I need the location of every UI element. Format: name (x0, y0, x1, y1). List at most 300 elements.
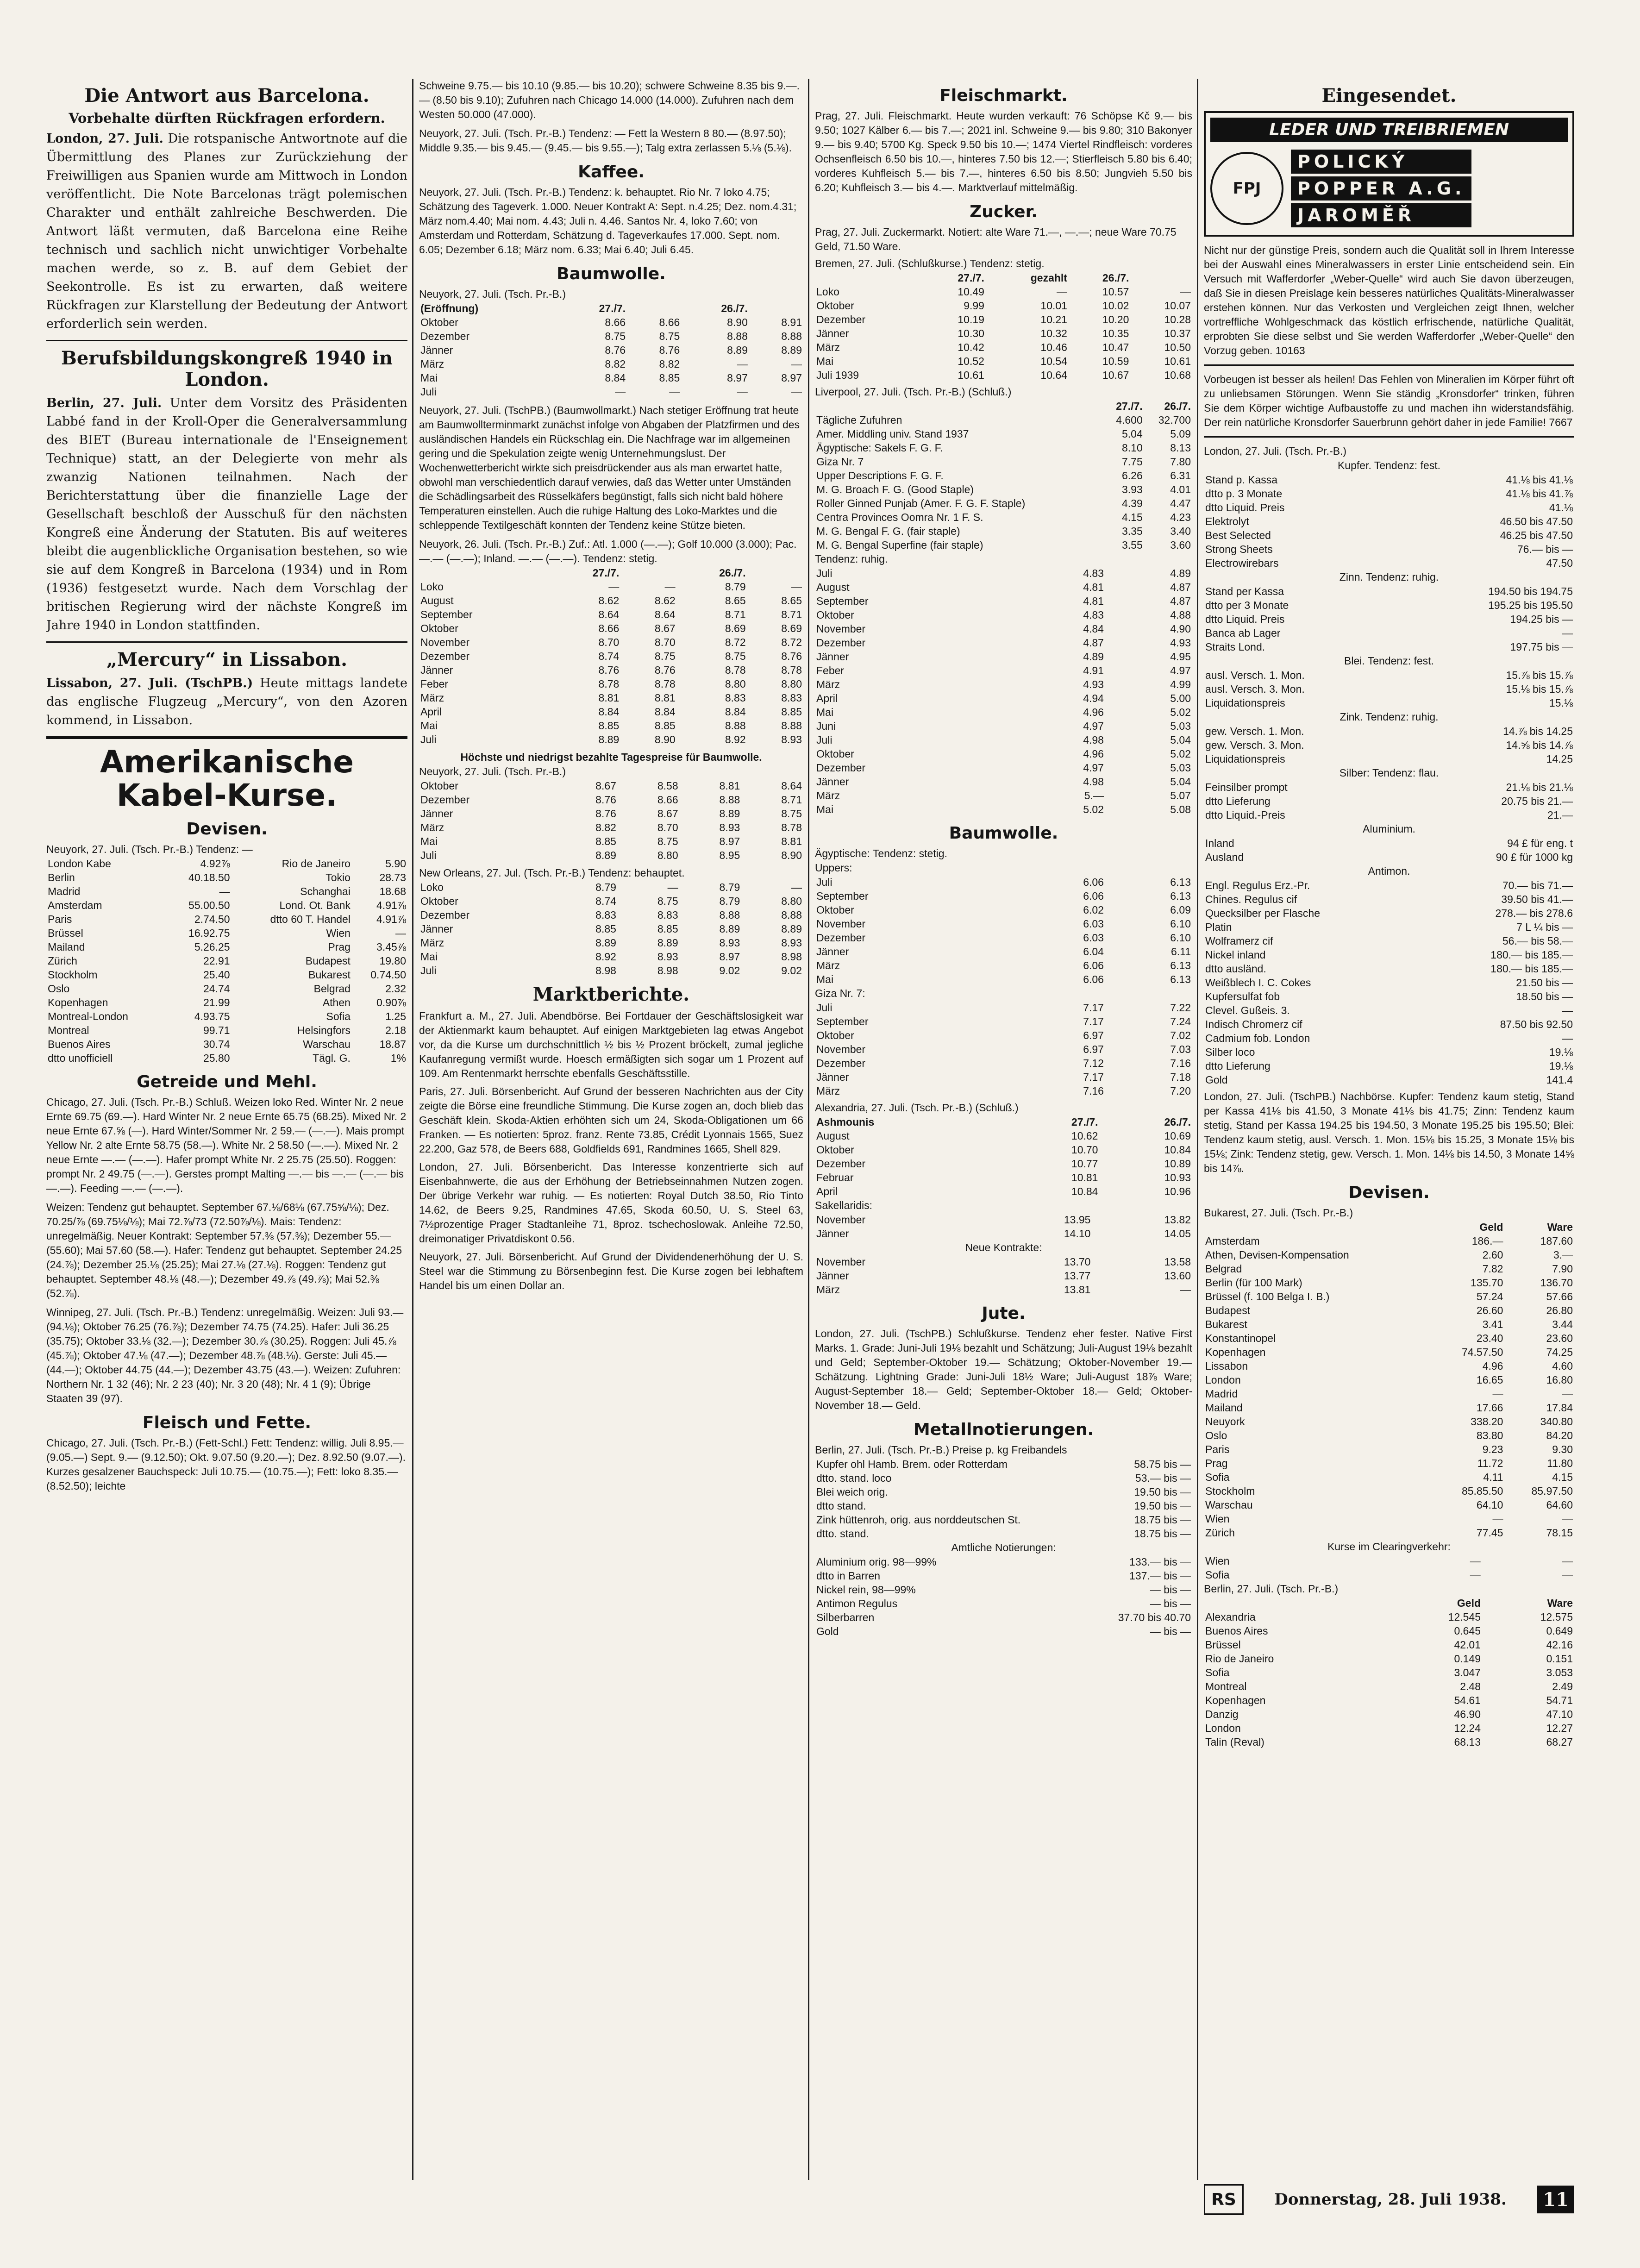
table-cell: Mai (816, 803, 834, 815)
table-row (815, 594, 1192, 608)
table-cell: — (737, 386, 748, 398)
ad-weber-quelle: Nicht nur der günstige Preis, sondern auch die Qualität soll in Ihrem Interesse bei der Auswahl eines Mineralwassers in erster Linie entscheidend sein. Ein Versuch mit Wafferdorfer „Weber-Quelle“ wird auch Sie davon überzeugen, daß Sie in diesen Preislage kein besseres natürliches Qualitäts-Mineralwasser erstehen können. Nur das Verkosten und Vergleichen zeigt Ihnen, welcher vortreffliche Wohlgeschmack das köstlich erfrischende, natürliche Qualität, erprobten Sie diese selbst und Sie werden Wafferdorfer „Weber-Quelle“ den Vorzug geben. 10163 (1204, 244, 1574, 357)
issue-date: Donnerstag, 28. Juli 1938. (1274, 2190, 1507, 2209)
table-cell: Liquidationspreis (1205, 697, 1285, 709)
table-row (1204, 640, 1574, 654)
table-cell: dtto Lieferung (1205, 795, 1271, 807)
table-row (1204, 780, 1574, 794)
table-cell: 47.50 (1546, 557, 1573, 569)
liverpool-months-table (815, 566, 1192, 816)
table-cell: dtto Liquid. Preis (1205, 501, 1285, 514)
article-text: Unter dem Vorsitz des Präsidenten Labbé fand in der Kroll-Oper die Generalversammlung des BIET (Bureau internationale de l'Enseignement Technique) statt, an der Delegierte von mehr als zwanzig Nationen teilnahmen. Nach der Berichterstattung über die finanzielle Lage der Gesellschaft beschloß der Ausschuß für den nächsten Kongreß eine Änderung der Statuten. Bis auf weiteres bleibt die augenblickliche Organisation bestehen, so wie sie auf dem Kongreß in Barcelona (1934) und in Rom (1936) festgesetzt wurde. Nach dem Vorschlag der britischen Regierung wird der nächste Kongreß im Jahre 1940 in London stattfinden. (46, 396, 407, 633)
section-title-marktberichte: Marktberichte. (532, 984, 690, 1005)
table-cell: Juli (816, 1002, 833, 1014)
table-cell: 16.92.75 (188, 927, 230, 939)
table-cell: 10.21 (1040, 313, 1067, 326)
table-cell: — (219, 885, 230, 897)
table-row (46, 857, 407, 871)
bremen-table (815, 271, 1192, 382)
table-header-row (1204, 1220, 1574, 1234)
table-cell: 5.09 (1170, 428, 1191, 440)
table-row (815, 1143, 1192, 1157)
table-header-cell: Ashmounis (816, 1116, 875, 1128)
table-cell: 8.66 (657, 794, 678, 806)
table-cell: Kopenhagen (1205, 1346, 1266, 1358)
article-subtitle-barcelona: Vorbehalte dürften Rückfragen erfordern. (69, 110, 385, 126)
table-cell: 8.83 (657, 909, 678, 921)
table-row (419, 357, 803, 371)
table-cell: Ausland (1205, 851, 1244, 863)
table-cell: Dezember (420, 794, 470, 806)
table-cell: 136.70 (1540, 1277, 1573, 1289)
ad-headline: LEDER UND TREIBRIEMEN (1210, 118, 1568, 142)
kaffee-text: Neuyork, 27. Juli. (Tsch. Pr.-B.) Tendenz: k. behauptet. Rio Nr. 7 loko 4.75; Schätzung des Tageverk. 1.000. Neuer Kontrakt A: Sept. n.4.25; Dez. nom.4.31; März nom.4.40; Mai nom. 4.43; Juli n. 4.46. Santos Nr. 4, loko 7.60; von Amsterdam und Rotterdam, Schätzung d. Tageverkaufes 17.000. Sept. nom. 6.05; Dezember 6.18; März nom. 6.33; Mai 6.40; Juli 6.45. (419, 186, 797, 256)
table-cell: Konstantinopel (1205, 1332, 1276, 1344)
table-row (815, 677, 1192, 691)
table-cell: — bis — (1150, 1598, 1191, 1610)
table-cell: 3.44 (1552, 1318, 1573, 1330)
table-cell: ausl. Versch. 1. Mon. (1205, 669, 1305, 681)
table-cell: 8.66 (598, 622, 620, 634)
blei-label: Blei. Tendenz: fest. (1344, 655, 1434, 667)
table-cell: 3.40 (1170, 525, 1191, 537)
table-cell: 8.64 (781, 780, 802, 792)
table-row (815, 340, 1192, 354)
table-cell: 19.80 (379, 955, 406, 967)
table-cell: 10.07 (1164, 300, 1191, 312)
section-title-devisen-2: Devisen. (1348, 1183, 1430, 1202)
table-cell: 2.74.50 (194, 913, 230, 925)
table-cell: Dezember (816, 762, 866, 774)
table-cell: Madrid (1205, 1388, 1238, 1400)
table-cell: 7.17 (1083, 1071, 1104, 1083)
table-row (815, 903, 1192, 917)
table-cell: — (664, 581, 676, 593)
table-cell: Juli (420, 849, 437, 861)
table-cell: 8.76 (654, 664, 676, 676)
table-cell: 0.74.50 (370, 969, 406, 981)
page-number: 11 (1537, 2186, 1574, 2213)
silber-label: Silber: Tendenz: flau. (1339, 767, 1439, 779)
table-cell: — (737, 358, 748, 370)
table-row (46, 996, 407, 1009)
table-cell: 6.97 (1083, 1043, 1104, 1055)
table-cell: Centra Provinces Oomra Nr. 1 F. S. (816, 511, 983, 523)
table-cell: Februar (816, 1172, 854, 1184)
table-cell: 10.32 (1040, 327, 1067, 339)
aluminium-table (1204, 836, 1574, 864)
table-row (46, 968, 407, 982)
table-cell: — (1492, 1513, 1503, 1525)
table-cell: Mai (816, 973, 834, 985)
table-cell: Best Selected (1205, 529, 1271, 541)
table-row (1204, 598, 1574, 612)
table-cell: Lond. Ot. Bank (279, 899, 351, 911)
table-header-cell: 26./7. (1102, 272, 1129, 284)
table-header-cell: gezahlt (1030, 272, 1067, 284)
table-cell: 39.50 bis 41.— (1501, 893, 1573, 905)
table-cell: 8.76 (598, 664, 620, 676)
table-row (419, 343, 803, 357)
table-cell: Oktober (816, 748, 854, 760)
table-cell: Aluminium orig. 98—99% (816, 1556, 937, 1568)
table-cell: Juli (420, 965, 437, 977)
table-row (1204, 1345, 1574, 1359)
table-cell: Stand per Kassa (1205, 585, 1284, 597)
table-cell: 30.74 (203, 1038, 230, 1050)
table-cell: 8.78 (781, 821, 802, 833)
table-row (815, 747, 1192, 761)
table-cell: Wien (1205, 1555, 1230, 1567)
table-cell: Weißblech I. C. Cokes (1205, 977, 1311, 989)
table-cell: 10.64 (1040, 369, 1067, 381)
table-cell: 8.66 (659, 316, 680, 328)
table-header-cell: Geld (1479, 1221, 1503, 1233)
article-title-mercury: „Mercury“ in Lissabon. (106, 649, 348, 670)
table-row (815, 455, 1192, 469)
table-cell: 6.03 (1083, 918, 1104, 930)
table-row (1204, 1045, 1574, 1059)
table-cell: November (420, 636, 470, 648)
neuyork-report: Neuyork, 27. Juli. Börsenbericht. Auf Grund der Dividendenerhöhung der U. S. Steel war die Stimmung zu Börsenbeginn fest. Die Kurse zogen bei lebhaftem Handel bis um einen Dollar an. (419, 1251, 803, 1291)
table-row (815, 889, 1192, 903)
table-cell: 8.84 (598, 706, 620, 718)
table-cell: 4.600 (1116, 414, 1143, 426)
antimon-label: Antimon. (1368, 865, 1410, 877)
table-cell: Warschau (303, 1038, 351, 1050)
table-cell: — bis — (1150, 1584, 1191, 1596)
table-cell: Jänner (816, 651, 849, 663)
table-cell: 4.15 (1122, 511, 1143, 523)
table-cell: 8.75 (659, 330, 680, 342)
devisen-table (46, 857, 407, 1065)
table-cell: 53.— bis — (1135, 1472, 1191, 1484)
table-cell: — (1180, 286, 1191, 298)
table-row (815, 959, 1192, 972)
table-cell: Athen (322, 996, 351, 1009)
table-row (815, 691, 1192, 705)
table-row (815, 1283, 1192, 1297)
table-cell: 8.58 (657, 780, 678, 792)
section-title-baumwolle: Baumwolle. (557, 264, 666, 283)
table-cell: Jänner (816, 327, 849, 339)
table-cell: 7.20 (1170, 1085, 1191, 1097)
table-cell: Prag (328, 941, 351, 953)
table-cell: 42.16 (1546, 1639, 1573, 1651)
table-cell: 8.97 (719, 951, 740, 963)
liverpool-tendenz: Tendenz: ruhig. (815, 553, 888, 565)
table-cell: — (791, 358, 802, 370)
table-cell: 8.82 (659, 358, 680, 370)
table-cell: 8.93 (781, 733, 802, 746)
baumwolle-hoechst-table (419, 779, 803, 862)
divider (46, 736, 407, 739)
table-cell: 74.25 (1546, 1346, 1573, 1358)
table-row (46, 954, 407, 968)
table-cell: Oktober (420, 316, 458, 328)
table-cell: 8.84 (654, 706, 676, 718)
table-cell: — (615, 386, 626, 398)
table-cell: 8.88 (725, 720, 746, 732)
liverpool-table (815, 399, 1192, 552)
table-row (419, 908, 803, 922)
table-row (815, 789, 1192, 802)
table-cell: 40.18.50 (188, 871, 230, 883)
table-cell: 8.85 (657, 923, 678, 935)
table-row (815, 1597, 1192, 1610)
table-row (1204, 836, 1574, 850)
table-cell: Kupfer ohl Hamb. Brem. oder Rotterdam (816, 1458, 1008, 1470)
table-cell: 10.28 (1164, 313, 1191, 326)
table-cell: Stockholm (1205, 1485, 1255, 1497)
table-cell: 8.70 (598, 636, 620, 648)
table-row (419, 821, 803, 834)
table-row (815, 1084, 1192, 1098)
table-cell: Mai (816, 355, 834, 367)
table-cell: Berlin (48, 871, 75, 883)
table-cell: 4.90 (1170, 623, 1191, 635)
table-cell: 8.82 (605, 358, 626, 370)
table-cell: 8.64 (598, 608, 620, 620)
table-cell: 18.75 bis — (1134, 1514, 1191, 1526)
table-cell: dtto p. 3 Monate (1205, 488, 1283, 500)
table-row (1204, 1610, 1574, 1624)
table-cell: 37.70 bis 40.70 (1118, 1611, 1191, 1623)
table-cell: dtto. stand. loco (816, 1472, 892, 1484)
table-header-cell: 26./7. (719, 567, 746, 579)
fleisch-text: Chicago, 27. Juli. (Tsch. Pr.-B.) (Fett-Schl.) Fett: Tendenz: willig. Juli 8.95.— (9.05.—) Sept. 9.— (9.12.50); Okt. 9.07.50 (9.20.—); Dez. 8.92.50 (9.07.—). Kurzes gesalzener Bauchspeck: Juli 10.75.— (10.75.—); Fett: loko 8.35.— (8.52.50); leichte (46, 1437, 406, 1492)
table-cell: 8.88 (719, 909, 740, 921)
table-cell: 14.10 (1064, 1228, 1091, 1240)
table-cell: 25.80 (203, 1052, 230, 1064)
table-cell: 78.15 (1546, 1527, 1573, 1539)
table-row (815, 1457, 1192, 1471)
table-cell: 338.20 (1471, 1416, 1503, 1428)
table-cell: September (816, 595, 869, 607)
table-row (1204, 948, 1574, 962)
ad-body (1210, 147, 1568, 230)
table-cell: 15.⅞ bis 15.⅞ (1506, 669, 1573, 681)
table-row (419, 580, 803, 594)
getreide-weizen: Weizen: Tendenz gut behauptet. September 67.⅛/68⅛ (67.75⅝/⅛); Dez. 70.25/⅞ (69.75⅛/⅛); Mai 72.⅞/73 (72.50⅞/⅛). Mais: Tendenz: unregelmäßig. Neuer Kontrakt: September 57.⅜ (57.⅜); Dezember 55.— (55.60); Mai 57.60 (58.—). Hafer: Tendenz gut behauptet. September 24.25 (24.⅞); Dezember 25.⅛ (25.25); Mai 27.⅛ (27.⅛). Roggen: Tendenz gut behauptet. September 48.⅛ (48.—); Dezember 49.⅞ (49.⅞); Mai 52.⅜ (52.⅞). (46, 1201, 402, 1299)
table-header-cell: Ware (1547, 1597, 1573, 1609)
ad-company-line: JAROMĚŘ (1291, 203, 1471, 227)
table-cell: 7.82 (1482, 1263, 1503, 1275)
table-cell: 8.92 (725, 733, 746, 746)
table-cell: — (1562, 1388, 1573, 1400)
table-cell: Tägl. G. (313, 1052, 351, 1064)
table-cell: Oktober (816, 609, 854, 621)
table-cell: 8.65 (781, 595, 802, 607)
table-row (815, 1471, 1192, 1485)
table-cell: 13.58 (1164, 1256, 1191, 1268)
table-row (815, 299, 1192, 313)
table-cell: 8.10 (1122, 442, 1143, 454)
table-cell: 10.52 (958, 355, 984, 367)
table-cell: 18.50 bis — (1516, 990, 1573, 1002)
table-cell: 85.85.50 (1461, 1485, 1503, 1497)
table-cell: M. G. Bengal F. G. (fair staple) (816, 525, 960, 537)
table-cell: 8.76 (595, 808, 616, 820)
table-cell: Mailand (1205, 1402, 1243, 1414)
table-cell: März (816, 789, 840, 802)
table-cell: 8.88 (719, 794, 740, 806)
table-cell: dtto Liquid. Preis (1205, 613, 1285, 625)
table-cell: 10.61 (958, 369, 984, 381)
table-cell: 6.09 (1170, 904, 1191, 916)
table-cell: 8.79 (719, 895, 740, 907)
zink-label: Zink. Tendenz: ruhig. (1340, 711, 1439, 723)
table-cell: 7.24 (1170, 1015, 1191, 1027)
divider (46, 641, 407, 643)
table-row (1204, 1373, 1574, 1387)
column-4 (1204, 79, 1574, 2180)
table-cell: Alexandria (1205, 1611, 1256, 1623)
table-cell: 70.— bis 71.— (1502, 879, 1573, 891)
table-cell: Berlin (für 100 Mark) (1205, 1277, 1302, 1289)
table-row (815, 524, 1192, 538)
table-cell: 8.66 (605, 316, 626, 328)
table-row (419, 705, 803, 719)
table-row (1204, 542, 1574, 556)
table-row (419, 371, 803, 385)
table-cell: Silberbarren (816, 1611, 875, 1623)
table-cell: Mai (420, 951, 438, 963)
table-row (419, 936, 803, 950)
table-cell: 8.95 (719, 849, 740, 861)
table-cell: 19.50 bis — (1134, 1500, 1191, 1512)
table-cell: Lissabon (1205, 1360, 1248, 1372)
table-row (1204, 501, 1574, 514)
table-cell: März (816, 1284, 840, 1296)
dateline: Lissabon, 27. Juli. (TschPB.) (46, 676, 253, 690)
table-cell: 8.90 (781, 849, 802, 861)
table-cell: 7.02 (1170, 1029, 1191, 1041)
table-cell: 135.70 (1471, 1277, 1503, 1289)
table-cell: 10.59 (1102, 355, 1129, 367)
table-cell: 5.26.25 (194, 941, 230, 953)
table-cell: 10.77 (1071, 1158, 1098, 1170)
table-row (419, 719, 803, 733)
table-cell: Gold (1205, 1074, 1228, 1086)
alexandria-table (815, 1115, 1192, 1198)
table-cell: 340.80 (1540, 1416, 1573, 1428)
table-row (815, 427, 1192, 441)
table-row (46, 1009, 407, 1023)
table-cell: Mai (420, 372, 438, 384)
table-row (815, 1610, 1192, 1624)
table-cell: 8.78 (598, 678, 620, 690)
table-row (1204, 1456, 1574, 1470)
table-cell: 4.93 (1083, 678, 1104, 690)
table-cell: 10.49 (958, 286, 984, 298)
table-row (1204, 1073, 1574, 1087)
table-row (1204, 1262, 1574, 1276)
table-cell: 6.06 (1083, 959, 1104, 971)
table-cell: 4.23 (1170, 511, 1191, 523)
table-cell: — (791, 881, 802, 893)
table-header-cell: 26./7. (1164, 400, 1191, 412)
table-cell: 10.93 (1164, 1172, 1191, 1184)
column-3 (815, 79, 1192, 2180)
table-row (1204, 892, 1574, 906)
table-cell: September (420, 608, 473, 620)
table-cell: Bukarest (308, 969, 351, 981)
table-cell: 137.— bis — (1129, 1570, 1191, 1582)
table-cell: 8.13 (1170, 442, 1191, 454)
table-cell: 8.85 (598, 720, 620, 732)
table-cell: 8.97 (781, 372, 802, 384)
table-cell: Nickel inland (1205, 949, 1266, 961)
table-cell: 8.79 (719, 881, 740, 893)
section-title-metall: Metallnotierungen. (913, 1420, 1094, 1439)
table-cell: 13.60 (1164, 1270, 1191, 1282)
table-cell: Juli (816, 876, 833, 888)
advertisement-policky (1204, 111, 1574, 237)
table-cell: 7.75 (1122, 456, 1143, 468)
table-row (1204, 1512, 1574, 1526)
table-cell: 1.25 (385, 1010, 406, 1022)
table-cell: 10.57 (1102, 286, 1129, 298)
table-row (815, 1213, 1192, 1227)
table-cell: 8.89 (719, 923, 740, 935)
table-row (1204, 1387, 1574, 1401)
table-cell: Mai (420, 835, 438, 847)
table-cell: 76.— bis — (1517, 543, 1573, 555)
table-row (1204, 1442, 1574, 1456)
dateline: Berlin, 27. Juli. (46, 396, 162, 410)
table-cell: 8.85 (595, 923, 616, 935)
table-cell: 10.70 (1071, 1144, 1098, 1156)
table-cell: 8.80 (725, 678, 746, 690)
table-row (419, 848, 803, 862)
table-cell: 6.06 (1083, 876, 1104, 888)
table-cell: 10.01 (1040, 300, 1067, 312)
neue-kontrakte-table (815, 1255, 1192, 1297)
section-title-eingesendet: Eingesendet. (1321, 85, 1457, 107)
table-cell: dtto Lieferung (1205, 1060, 1271, 1072)
table-cell: 28.73 (379, 871, 406, 883)
table-cell: 3.047 (1454, 1667, 1481, 1679)
table-cell: gew. Versch. 1. Mon. (1205, 725, 1304, 737)
table-cell: 83.80 (1476, 1429, 1503, 1441)
table-cell: 41.⅛ bis 41.⅞ (1506, 488, 1573, 500)
table-cell: 4.89 (1083, 651, 1104, 663)
table-cell: 15.⅛ bis 15.⅞ (1506, 683, 1573, 695)
table-row (815, 875, 1192, 889)
table-cell: 55.00.50 (188, 899, 230, 911)
table-row (1204, 976, 1574, 990)
table-cell: 64.10 (1476, 1499, 1503, 1511)
table-cell: Dezember (816, 932, 866, 944)
table-cell: März (816, 1085, 840, 1097)
clearing-table (1204, 1554, 1574, 1582)
table-row (815, 538, 1192, 552)
table-row (419, 964, 803, 977)
zinn-table (1204, 584, 1574, 654)
table-cell: 10.02 (1102, 300, 1129, 312)
table-cell: 6.04 (1083, 946, 1104, 958)
table-cell: Rio de Janeiro (1205, 1653, 1274, 1665)
table-row (419, 329, 803, 343)
table-cell: 0.649 (1546, 1625, 1573, 1637)
table-cell: Clevel. Gußeis. 3. (1205, 1004, 1290, 1016)
table-row (1204, 1526, 1574, 1540)
section-title-kabel: Amerikanische Kabel-Kurse. (100, 744, 354, 813)
table-cell: 8.84 (725, 706, 746, 718)
table-cell: 8.70 (654, 636, 676, 648)
table-cell: 41.⅛ (1549, 501, 1573, 514)
